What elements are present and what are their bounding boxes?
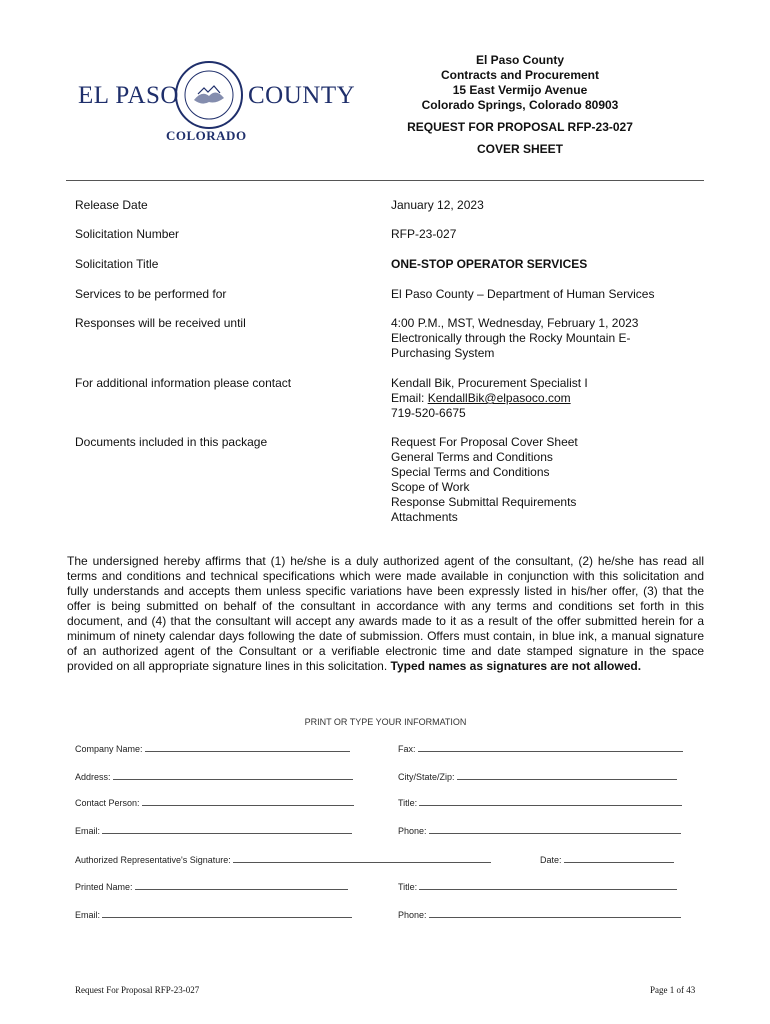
- phone2-field[interactable]: [398, 909, 681, 920]
- date-label: Date:: [540, 855, 562, 865]
- documents-list: [391, 435, 691, 525]
- city-field[interactable]: [398, 771, 677, 782]
- footer-doc-title: Request For Proposal RFP-23-027: [75, 985, 200, 995]
- address-block: [400, 53, 640, 113]
- contact-person-label: Contact Person:: [75, 798, 140, 808]
- email-field[interactable]: [75, 825, 352, 836]
- phone2-line[interactable]: [429, 909, 681, 918]
- release-value: January 12, 2023: [391, 198, 484, 212]
- email2-label: Email:: [75, 910, 101, 920]
- contact-email-line: [391, 391, 691, 406]
- printed-name-label: Printed Name:: [75, 882, 133, 892]
- number-value: RFP-23-027: [391, 227, 457, 241]
- county-logo: [78, 60, 356, 150]
- document-item: Special Terms and Conditions: [391, 465, 550, 479]
- email-line[interactable]: [102, 825, 352, 834]
- contact-phone: 719-520-6675: [391, 406, 466, 420]
- address-line: El Paso County: [475, 53, 564, 67]
- document-item: Scope of Work: [391, 480, 470, 494]
- county-seal-icon: [174, 60, 244, 130]
- header-divider: [66, 180, 704, 181]
- signature-line[interactable]: [233, 854, 491, 863]
- affirmation-text: The undersigned hereby affirms that (1) he/she is a duly authorized agent of the consultant, (2) he/she has read all terms and conditions and technical specifications which were made available in conjunction with this solicitation and fully understands and accepts them unless specific variations have been expressly listed in his/her offer, (3) that the offer is being submitted on behalf of the consultant in accordance with any terms and conditions set forth in this document, and (4) that the consultant will accept any awards made to it as a result of the offer submitted herein for a minimum of ninety calendar days following the date of submission. Offers must contain, in blue ink, a manual signature of an authorized agent of the Consultant or a verifiable electronic time and date stamped signature in the space provided on all appropriate signature lines in this solicitation.: [67, 554, 704, 673]
- responses-line: 4:00 P.M., MST, Wednesday, February 1, 2023: [391, 316, 639, 330]
- title-value: ONE-STOP OPERATOR SERVICES: [391, 257, 588, 271]
- fax-line[interactable]: [418, 743, 683, 752]
- title-line[interactable]: [419, 797, 682, 806]
- city-line[interactable]: [457, 771, 677, 780]
- email2-field[interactable]: [75, 909, 352, 920]
- address-line: Contracts and Procurement: [440, 68, 600, 82]
- title-field[interactable]: [398, 797, 682, 808]
- document-item: Request For Proposal Cover Sheet: [391, 435, 578, 449]
- title-field-label: Title:: [398, 798, 418, 808]
- company-field[interactable]: [75, 743, 350, 754]
- release-label: Release Date: [75, 198, 148, 212]
- title2-line[interactable]: [419, 881, 677, 890]
- contact-value: [391, 376, 691, 421]
- address-line: Colorado Springs, Colorado 80903: [421, 98, 619, 112]
- date-field[interactable]: [540, 854, 674, 865]
- logo-subtitle: COLORADO: [166, 128, 247, 143]
- contact-person-line[interactable]: [142, 797, 354, 806]
- documents-label: Documents included in this package: [75, 435, 268, 449]
- responses-line: Purchasing System: [391, 346, 495, 360]
- address-line: 15 East Vermijo Avenue: [452, 83, 588, 97]
- cover-sheet-title: COVER SHEET: [476, 142, 563, 156]
- contact-email-link[interactable]: KendallBik@elpasoco.com: [427, 391, 571, 405]
- logo-left-word: EL PASO: [78, 82, 179, 109]
- title-label: Solicitation Title: [75, 257, 159, 271]
- fax-field[interactable]: [398, 743, 683, 754]
- signature-field[interactable]: [75, 854, 491, 865]
- contact-person-field[interactable]: [75, 797, 354, 808]
- document-item: General Terms and Conditions: [391, 450, 553, 464]
- document-item: Attachments: [391, 510, 458, 524]
- fax-label: Fax:: [398, 744, 416, 754]
- company-line[interactable]: [145, 743, 350, 752]
- phone2-label: Phone:: [398, 910, 427, 920]
- footer-page-number: Page 1 of 43: [650, 985, 696, 995]
- phone-label: Phone:: [398, 826, 427, 836]
- contact-name: Kendall Bik, Procurement Specialist I: [391, 376, 588, 390]
- title2-field[interactable]: [398, 881, 677, 892]
- printed-name-field[interactable]: [75, 881, 348, 892]
- address-label: Address:: [75, 772, 111, 782]
- responses-line: Electronically through the Rocky Mountain E-: [391, 331, 631, 345]
- company-label: Company Name:: [75, 744, 143, 754]
- number-label: Solicitation Number: [75, 227, 180, 241]
- address-line-input[interactable]: [113, 771, 353, 780]
- phone-line[interactable]: [429, 825, 681, 834]
- document-item: Response Submittal Requirements: [391, 495, 577, 509]
- contact-email-prefix: Email:: [391, 391, 428, 405]
- signature-label: Authorized Representative's Signature:: [75, 855, 231, 865]
- services-label: Services to be performed for: [75, 287, 227, 301]
- printed-name-line[interactable]: [135, 881, 348, 890]
- address-field[interactable]: [75, 771, 353, 782]
- responses-value: [391, 316, 691, 361]
- title2-label: Title:: [398, 882, 418, 892]
- affirmation-bold: Typed names as signatures are not allowed.: [390, 659, 642, 673]
- rfp-title: REQUEST FOR PROPOSAL RFP-23-027: [407, 120, 633, 134]
- date-line[interactable]: [564, 854, 674, 863]
- logo-right-word: COUNTY: [248, 82, 356, 109]
- services-value: El Paso County – Department of Human Services: [391, 287, 655, 301]
- form-heading: PRINT OR TYPE YOUR INFORMATION: [304, 717, 467, 727]
- affirmation-paragraph: [67, 554, 704, 674]
- responses-label: Responses will be received until: [75, 316, 246, 330]
- email2-line[interactable]: [102, 909, 352, 918]
- contact-label: For additional information please contact: [75, 376, 292, 390]
- phone-field[interactable]: [398, 825, 681, 836]
- email-label: Email:: [75, 826, 101, 836]
- city-label: City/State/Zip:: [398, 772, 455, 782]
